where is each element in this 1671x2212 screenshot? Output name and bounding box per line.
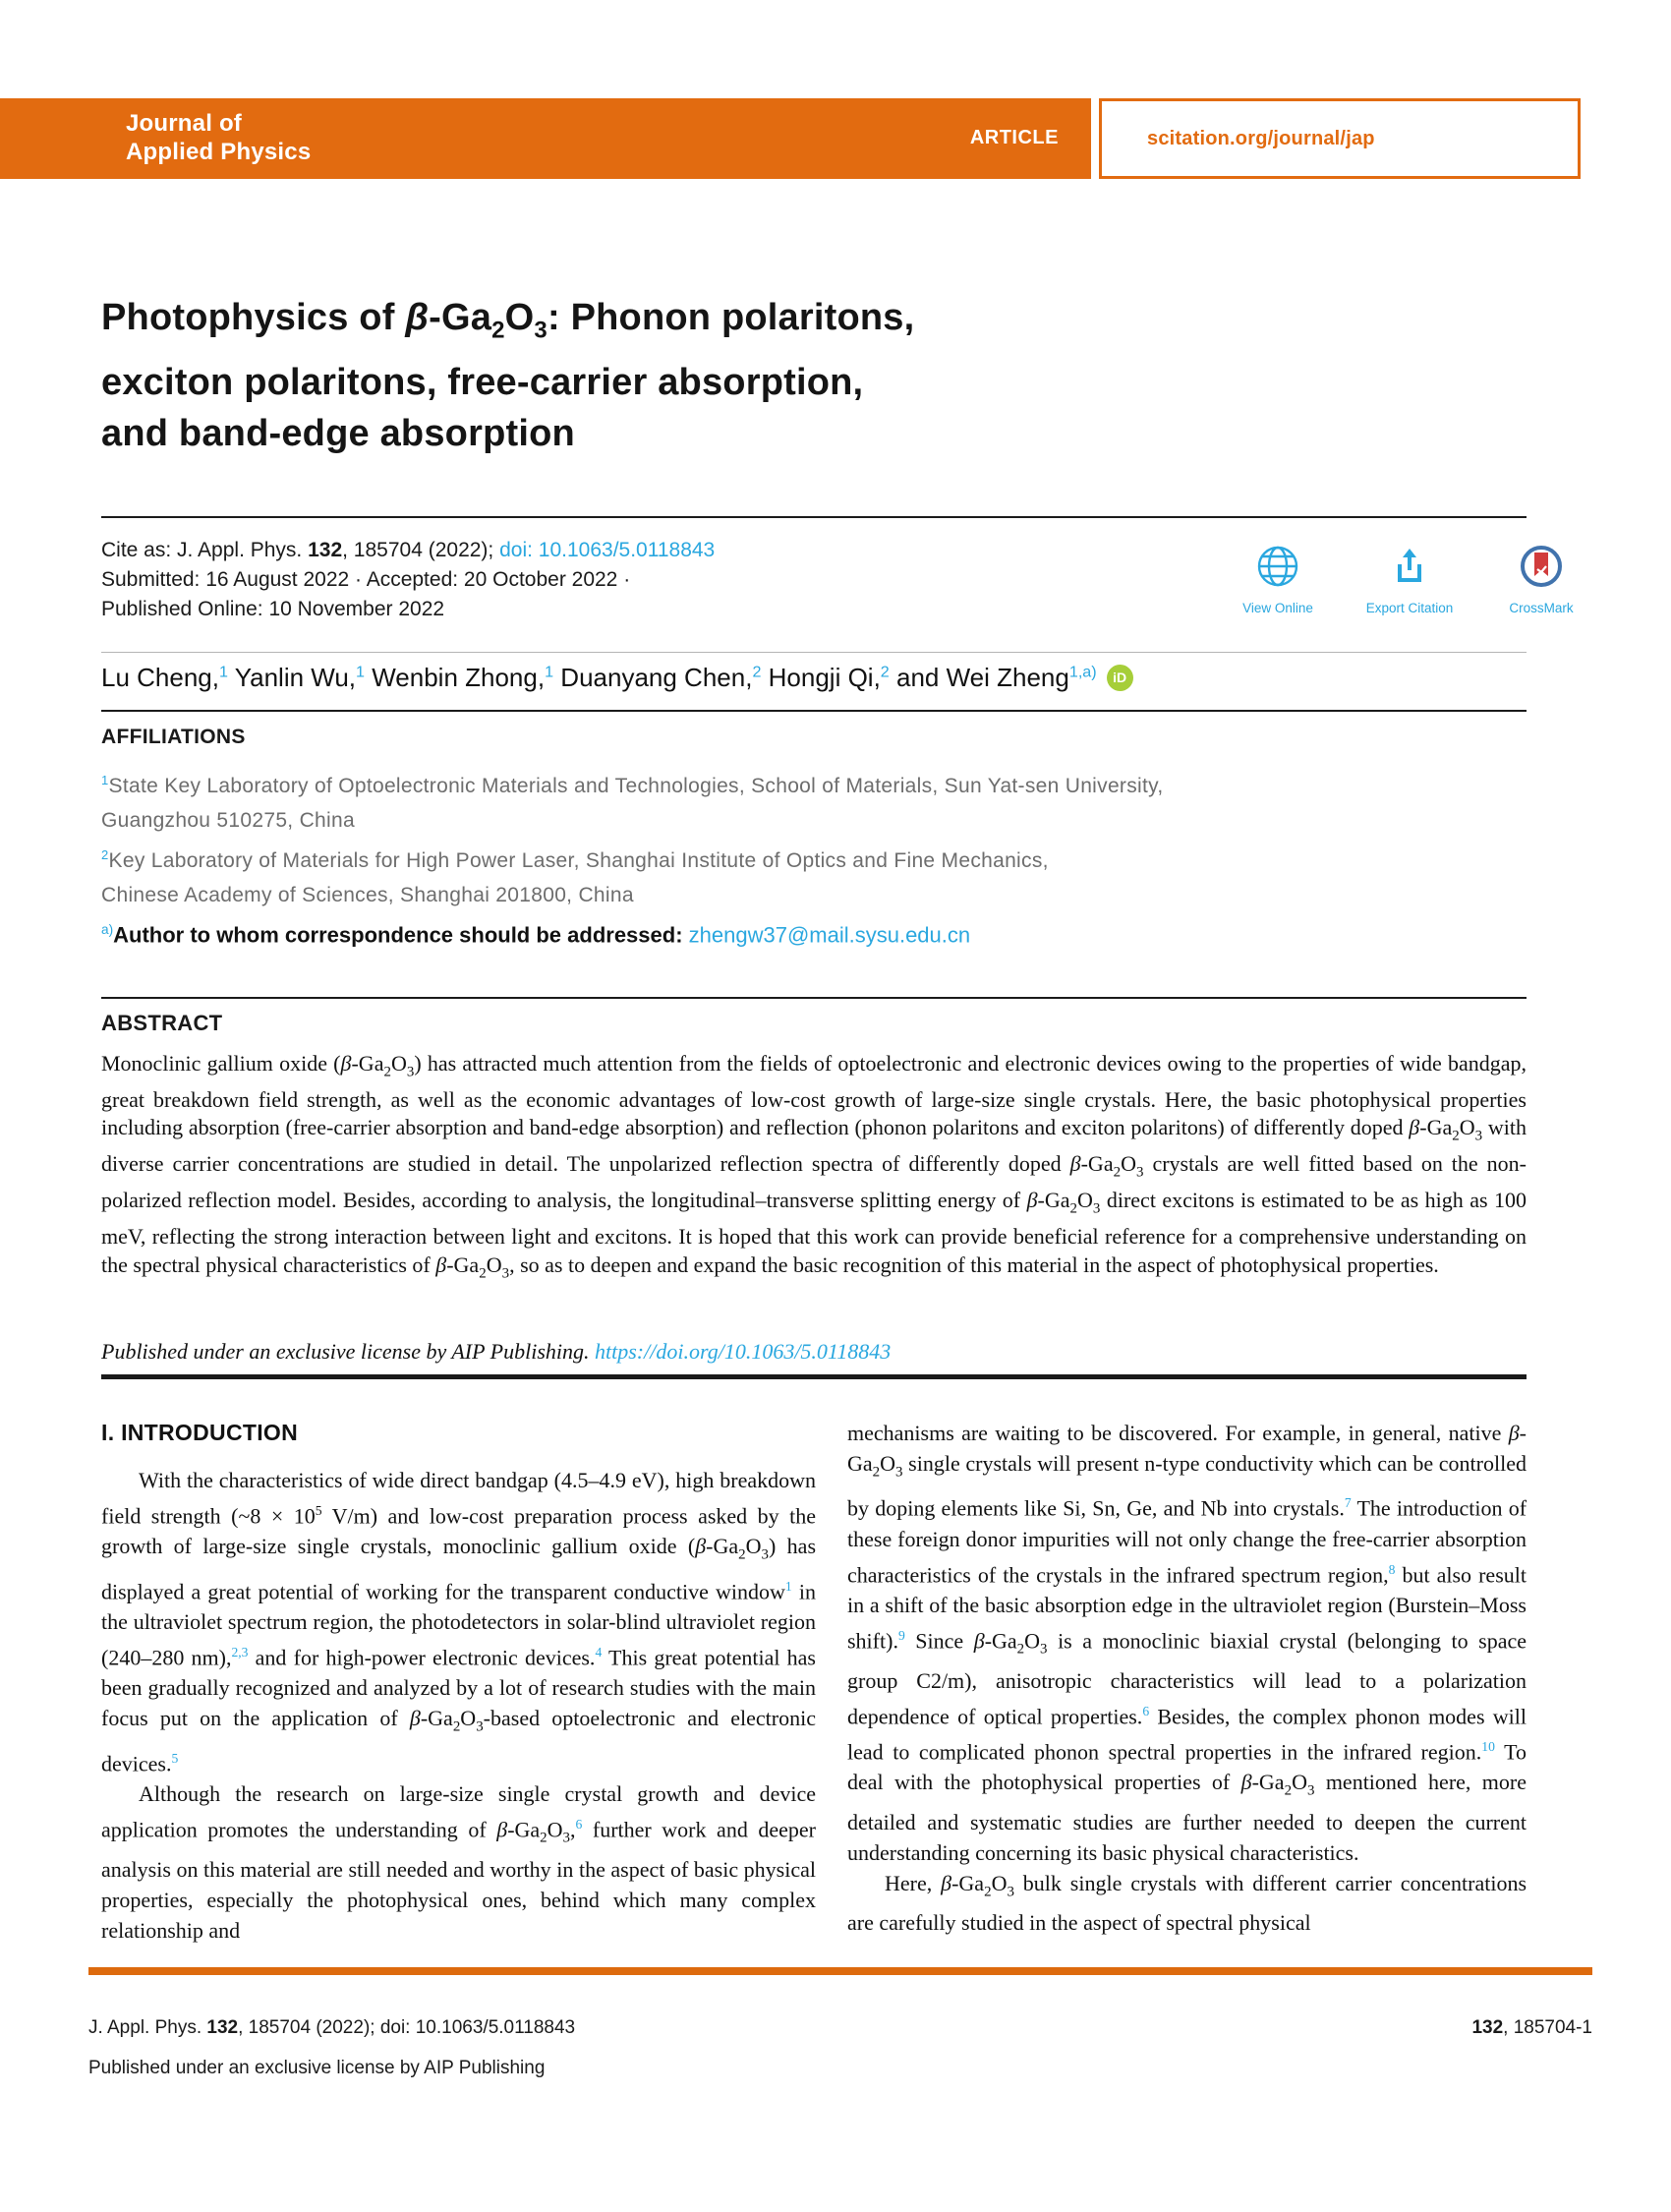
divider: [101, 1374, 1527, 1379]
abstract-heading: ABSTRACT: [101, 1011, 223, 1035]
introduction-heading: I. INTRODUCTION: [101, 1420, 298, 1445]
correspondence-sup: a): [101, 922, 114, 937]
crossmark-button[interactable]: [1490, 543, 1592, 615]
view-online-button[interactable]: [1227, 543, 1329, 615]
footer-cite-volume: 132: [206, 2017, 239, 2038]
right-column: [847, 1414, 1527, 1946]
export-icon: [1386, 543, 1433, 595]
right-column-text: [847, 1418, 1527, 1938]
divider: [101, 997, 1527, 999]
journal-name: [126, 109, 311, 166]
journal-name-line2: Applied Physics: [126, 139, 312, 165]
journal-url-box[interactable]: [1099, 98, 1581, 179]
footer-cite-suffix: , 185704 (2022); doi: 10.1063/5.0118843: [238, 2017, 576, 2038]
author-list: [101, 663, 1133, 693]
divider: [101, 710, 1527, 712]
crossmark-label: CrossMark: [1509, 601, 1574, 615]
citation-block: [101, 536, 715, 624]
correspondence-label: Author to whom correspondence should be addressed:: [113, 922, 689, 948]
footer-license: Published under an exclusive license by AIP Publishing: [88, 2058, 546, 2078]
footer-page-suffix: , 185704-1: [1503, 2017, 1592, 2038]
license-text: Published under an exclusive license by AIP Publishing.: [101, 1339, 596, 1364]
correspondence-email[interactable]: zhengw37@mail.sysu.edu.cn: [688, 922, 971, 948]
author-names: Lu Cheng,$^1$ Yanlin Wu,$^1$ Wenbin Zhong,$^1$ Duanyang Chen,$^2$ Hongji Qi,$^2$ and Wei Zheng$^{1,a)}$: [101, 663, 1097, 692]
cite-line: [101, 536, 715, 565]
footer-left: [88, 2008, 575, 2088]
crossmark-icon: [1518, 543, 1565, 595]
divider: [101, 652, 1527, 653]
globe-icon: [1254, 543, 1301, 595]
correspondence-note: [101, 922, 970, 948]
cite-suffix: , 185704 (2022);: [342, 539, 500, 561]
article-actions: [1227, 543, 1592, 615]
license-doi-link[interactable]: https://doi.org/10.1063/5.0118843: [595, 1339, 892, 1364]
footer-divider: [88, 1967, 1592, 1975]
abstract-text: Monoclinic gallium oxide $(\beta-Ga_2O_3)$ has attracted much attention from the fields of optoelectronic and electronic devices owing to the properties of wide bandgap, great breakdown field strength, as well as the economic advantages of low-cost growth of large-size single crystals. Here, the basic photophysical properties including absorption (free-carrier absorption and band-edge absorption) and reflection (phonon polaritons and exciton polaritons) of differently doped $\beta-Ga_2O_3$ with diverse carrier concentrations are studied in detail. The unpolarized reflection spectra of differently doped $\beta-Ga_2O_3$ crystals are well fitted based on the non-polarized reflection model. Besides, according to analysis, the longitudinal–transverse splitting energy of $\beta-Ga_2O_3$ direct excitons is estimated to be as high as 100 meV, reflecting the strong interaction between light and excitons. It is hoped that this work can provide beneficial reference for a comprehensive understanding on the spectral physical characteristics of $\beta-Ga_2O_3$, so as to deepen and expand the basic recognition of this material in the aspect of photophysical properties.: [101, 1051, 1527, 1281]
header-band: [0, 98, 1091, 179]
article-type-label: ARTICLE: [969, 127, 1059, 148]
export-citation-button[interactable]: [1358, 543, 1461, 615]
article-body: [101, 1414, 1527, 1946]
affiliations-list: [101, 763, 1458, 912]
title-line2: exciton polaritons, free-carrier absorption,: [101, 362, 864, 404]
journal-url[interactable]: scitation.org/journal/jap: [1147, 127, 1375, 149]
title-line3: and band-edge absorption: [101, 413, 575, 455]
paragraph: $^2$Key Laboratory of Materials for High Power Laser, Shanghai Institute of Optics and Fine Mechanics, Chinese Academy of Sciences, Shanghai 201800, China: [101, 847, 1049, 906]
paragraph: $^1$State Key Laboratory of Optoelectronic Materials and Technologies, School of Materials, Sun Yat-sen University, Guangzhou 510275, China: [101, 773, 1164, 832]
export-citation-label: Export Citation: [1365, 601, 1454, 615]
left-column: [101, 1414, 816, 1946]
submitted-line: Submitted: 16 August 2022 · Accepted: 20 October 2022 ·: [101, 568, 631, 591]
paragraph: With the characteristics of wide direct bandgap (4.5–4.9 eV), high breakdown field strength (~8 × $10^5$ V/m) and low-cost preparation process asked by the growth of large-size single crystals, monoclinic gallium oxide $(\beta-Ga_2O_3)$ has displayed a great potential of working for the transparent conductive window$^1$ in the ultraviolet spectrum region, the photodetectors in solar-blind ultraviolet region (240–280 nm),$^{2,3}$ and for high-power electronic devices.$^4$ This great potential has been gradually recognized and analyzed by a lot of research studies with the main focus put on the application of $\beta-Ga_2O_3$-based optoelectronic and electronic devices.$^5$: [101, 1468, 816, 1776]
cite-volume: 132: [308, 539, 343, 561]
cite-prefix: Cite as: J. Appl. Phys.: [101, 539, 309, 561]
paragraph: mechanisms are waiting to be discovered. For example, in general, native $\beta-Ga_2O_3$ single crystals will present n-type conductivity which can be controlled by doping elements like Si, Sn, Ge, and Nb into crystals.$^7$ The introduction of these foreign donor impurities will not only change the free-carrier absorption characteristics of the crystals in the infrared spectrum region,$^8$ but also result in a shift of the basic absorption edge in the ultraviolet region (Burstein–Moss shift).$^9$ Since $\beta-Ga_2O_3$ is a monoclinic biaxial crystal (belonging to space group C2/m), anisotropic characteristics will lead to a polarization dependence of optical properties.$^6$ Besides, the complex phonon modes will lead to complicated phonon spectral properties in the infrared region.$^{10}$ To deal with the photophysical properties of $\beta-Ga_2O_3$ mentioned here, more detailed and systematic studies are further needed to deepen the current understanding concerning its basic physical characteristics.: [847, 1421, 1527, 1865]
footer-page-number: [1471, 2008, 1592, 2088]
license-line: [101, 1339, 891, 1365]
footer-volume: 132: [1471, 2017, 1504, 2038]
paragraph: Here, $\beta-Ga_2O_3$ bulk single crystals with different carrier concentrations are carefully studied in the aspect of spectral physical: [847, 1870, 1527, 1936]
divider: [101, 516, 1527, 518]
page-footer: [88, 2008, 1592, 2088]
journal-name-line1: Journal of: [126, 110, 243, 137]
view-online-label: View Online: [1242, 601, 1313, 615]
abstract-section: [101, 1011, 1527, 1287]
page-title: [101, 292, 914, 459]
title-line1: Photophysics of $\beta-Ga_2O_3$: Phonon polaritons,: [101, 297, 915, 345]
left-column-text: [101, 1465, 816, 1946]
affiliations-heading: AFFILIATIONS: [101, 726, 246, 748]
footer-cite-prefix: J. Appl. Phys.: [88, 2017, 207, 2038]
paragraph: Although the research on large-size single crystal growth and device application promotes the understanding of $\beta-Ga_2O_3,^6$ further work and deeper analysis on this material are still needed and worthy in the aspect of basic physical properties, especially the photophysical ones, behind which many complex relationship and: [101, 1781, 816, 1943]
doi-link[interactable]: doi: 10.1063/5.0118843: [499, 539, 716, 561]
orcid-icon[interactable]: iD: [1107, 665, 1133, 691]
affiliations-section: [101, 726, 1458, 912]
footer-citation: [88, 2008, 575, 2048]
published-line: Published Online: 10 November 2022: [101, 598, 445, 620]
